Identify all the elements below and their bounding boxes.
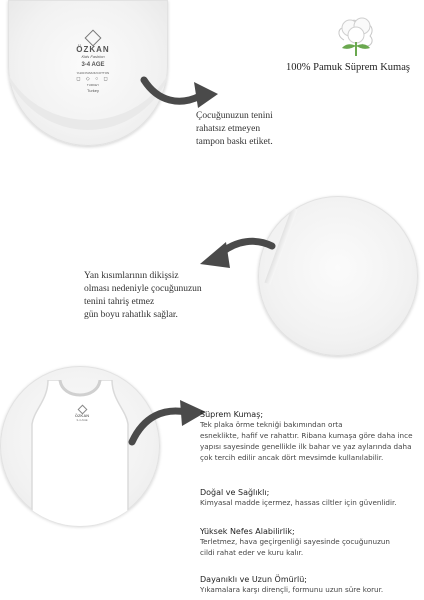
section2-line: tenini tahriş etmez: [84, 297, 155, 307]
arrow-right-icon: [140, 72, 220, 112]
feature-suprem: [200, 410, 422, 463]
section1-line: Çocuğunuzun tenini: [196, 111, 273, 121]
section1-line: tampon baskı etiket.: [196, 137, 273, 147]
feature-line: yapısı sayesinde genellikle ilk bahar ve yaz aylarında daha: [200, 442, 412, 451]
ozkan-label: [63, 32, 123, 93]
feature-line: Yıkamalara karşı dirençli, formunu uzun süre korur.: [200, 585, 384, 594]
tanktop-label-size: 3-4 AGE: [76, 418, 88, 422]
feature-durable: [200, 575, 422, 595]
feature-body: [200, 419, 422, 463]
feature-line: Kimyasal madde içermez, hassas ciltler için güvenlidir.: [200, 498, 397, 507]
brand-tagline: 100% Pamuk Süprem Kumaş: [286, 62, 410, 73]
feature-line: çok tercih edilir ancak dört mevsimde kullanılabilir.: [200, 453, 384, 462]
arrow-left-icon: [196, 234, 276, 274]
feature-title: Dayanıklı ve Uzun Ömürlü;: [200, 575, 307, 584]
label-care-icons: ◻ ◇ ○ ◻: [76, 76, 110, 82]
section2-line: gün boyu rahatlık sağlar.: [84, 310, 178, 320]
section2-text: [84, 270, 202, 322]
cotton-icon: [330, 6, 382, 58]
section2-line: olması nedeniyle çocuğunuzun: [84, 284, 202, 294]
label-size: 3-4 AGE: [81, 62, 105, 68]
section2-line: Yan kısımlarının dikişsiz: [84, 271, 179, 281]
tanktop-label: [70, 406, 94, 422]
seam-closeup-circle: [258, 196, 418, 356]
arrow-right-icon: [128, 398, 208, 448]
feature-line: Tek plaka örme tekniği bakımından orta: [200, 420, 343, 429]
feature-breathable: [200, 527, 422, 558]
tanktop-label-brand: ÖZKAN: [74, 413, 90, 418]
feature-body: [200, 497, 422, 508]
tanktop-shape: [30, 380, 130, 526]
label-brand: ÖZKAN: [76, 45, 110, 54]
label-emblem-icon: [85, 30, 102, 47]
feature-line: cildi rahat eder ve kuru kalır.: [200, 548, 304, 557]
label-origin: Turkey: [86, 88, 100, 93]
feature-line: esneklikte, hafif ve rahattır. Ribana kumaşa göre daha ince: [200, 431, 413, 440]
feature-line: Terletmez, hava geçirgenliği sayesinde çocuğunuzun: [200, 537, 390, 546]
feature-body: [200, 536, 422, 558]
label-small1: %100 PAMUK/COTTON: [76, 71, 110, 75]
tanktop-icon: [30, 380, 130, 526]
feature-title: Süprem Kumaş;: [200, 410, 264, 419]
section1-line: rahatsız etmeyen: [196, 124, 261, 134]
feature-title: Yüksek Nefes Alabilirlik;: [200, 527, 295, 536]
feature-body: [200, 584, 422, 595]
feature-title: Doğal ve Sağlıklı;: [200, 488, 270, 497]
feature-natural: [200, 488, 422, 508]
cotton-logo: [330, 6, 382, 58]
section1-text: [196, 110, 273, 149]
label-sub: Kids Fashion: [81, 54, 105, 59]
label-small2: TURKEY: [86, 83, 100, 87]
